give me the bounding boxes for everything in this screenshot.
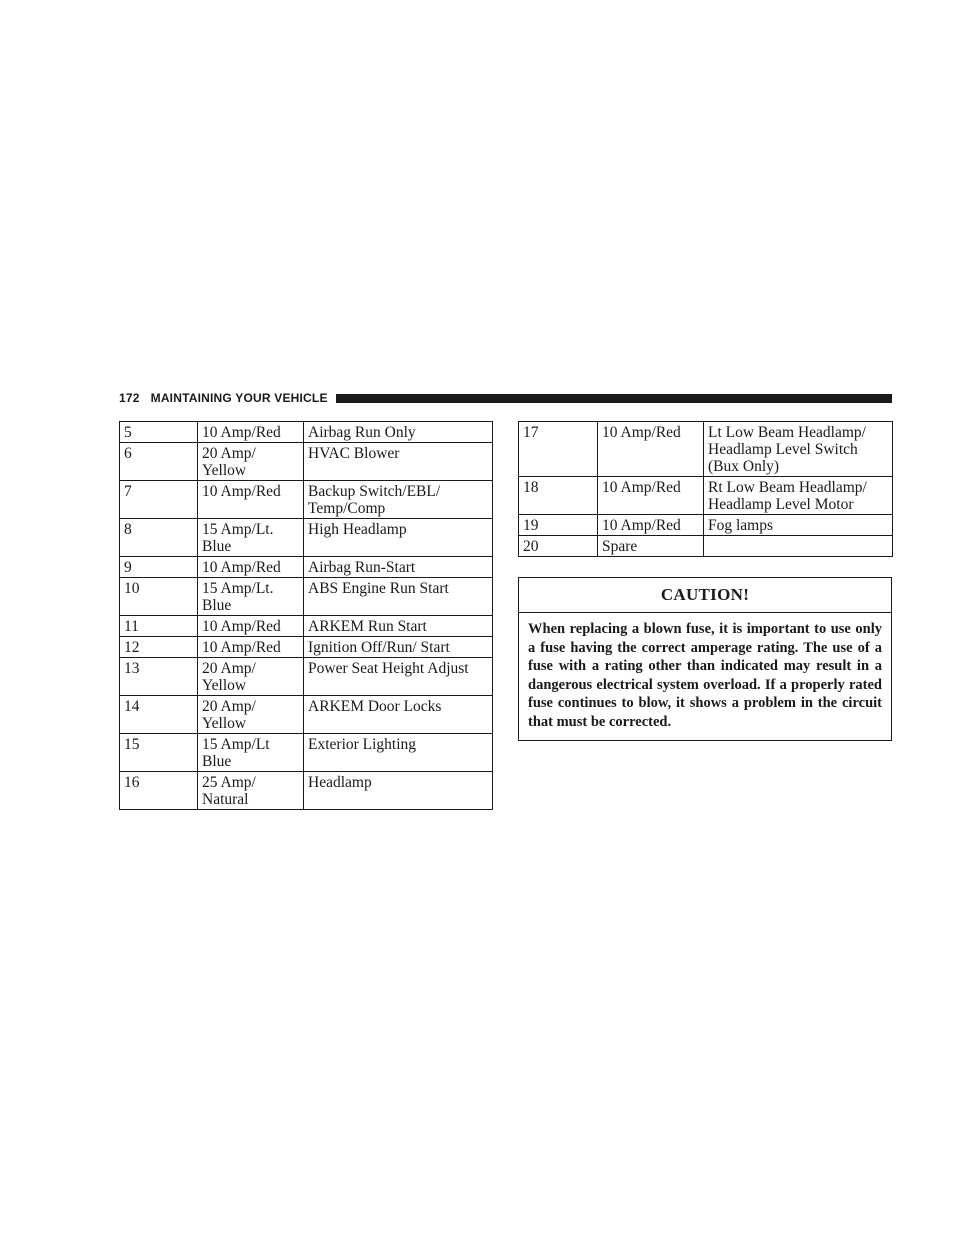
cavity-number: 5	[120, 422, 198, 443]
fuse-rating: 10 Amp/Red	[598, 477, 704, 515]
cavity-number: 15	[120, 734, 198, 772]
section-title: MAINTAINING YOUR VEHICLE	[150, 391, 328, 405]
cavity-number: 18	[519, 477, 598, 515]
fuse-description: Power Seat Height Adjust	[304, 658, 493, 696]
fuse-description: Rt Low Beam Headlamp/ Headlamp Level Motor	[704, 477, 893, 515]
caution-title: CAUTION!	[519, 578, 891, 613]
table-row	[120, 772, 493, 810]
table-row	[519, 422, 893, 477]
fuse-rating: 10 Amp/Red	[198, 557, 304, 578]
table-row	[120, 519, 493, 557]
cavity-number: 13	[120, 658, 198, 696]
cavity-number: 6	[120, 443, 198, 481]
cavity-number: 7	[120, 481, 198, 519]
fuse-description	[704, 536, 893, 557]
fuse-description: Backup Switch/EBL/ Temp/Comp	[304, 481, 493, 519]
fuse-description: Airbag Run Only	[304, 422, 493, 443]
cavity-number: 11	[120, 616, 198, 637]
fuse-description: Ignition Off/Run/ Start	[304, 637, 493, 658]
table-row	[120, 616, 493, 637]
header-rule	[336, 394, 892, 403]
cavity-number: 14	[120, 696, 198, 734]
fuse-description: Fog lamps	[704, 515, 893, 536]
fuse-rating: 10 Amp/Red	[598, 422, 704, 477]
fuse-rating: 15 Amp/Lt. Blue	[198, 519, 304, 557]
table-row	[120, 443, 493, 481]
fuse-rating: Spare	[598, 536, 704, 557]
fuse-rating: 20 Amp/ Yellow	[198, 696, 304, 734]
table-row	[519, 515, 893, 536]
fuse-description: Exterior Lighting	[304, 734, 493, 772]
fuse-description: Airbag Run-Start	[304, 557, 493, 578]
fuse-description: HVAC Blower	[304, 443, 493, 481]
fuse-rating: 10 Amp/Red	[198, 616, 304, 637]
cavity-number: 9	[120, 557, 198, 578]
cavity-number: 17	[519, 422, 598, 477]
fuse-rating: 10 Amp/Red	[198, 637, 304, 658]
fuse-table-right	[518, 421, 893, 557]
fuse-table-left	[119, 421, 493, 810]
cavity-number: 10	[120, 578, 198, 616]
cavity-number: 8	[120, 519, 198, 557]
fuse-table-left-body	[120, 422, 493, 810]
fuse-description: ABS Engine Run Start	[304, 578, 493, 616]
fuse-description: Lt Low Beam Headlamp/ Headlamp Level Switch (Bux Only)	[704, 422, 893, 477]
fuse-rating: 15 Amp/Lt Blue	[198, 734, 304, 772]
table-row	[120, 637, 493, 658]
cavity-number: 20	[519, 536, 598, 557]
fuse-description: Headlamp	[304, 772, 493, 810]
fuse-rating: 10 Amp/Red	[198, 422, 304, 443]
fuse-rating: 20 Amp/ Yellow	[198, 658, 304, 696]
fuse-rating: 10 Amp/Red	[598, 515, 704, 536]
cavity-number: 19	[519, 515, 598, 536]
table-row	[120, 734, 493, 772]
cavity-number: 12	[120, 637, 198, 658]
table-row	[519, 536, 893, 557]
fuse-description: High Headlamp	[304, 519, 493, 557]
caution-text: When replacing a blown fuse, it is important to use only a fuse having the correct amperage rating. The use of a fuse with a rating other than indicated may result in a dangerous electrical system overload. If a properly rated fuse continues to blow, it shows a problem in the circuit that must be corrected.	[528, 621, 882, 730]
caution-box	[518, 577, 892, 741]
page-header	[119, 390, 892, 406]
fuse-rating: 25 Amp/ Natural	[198, 772, 304, 810]
fuse-rating: 20 Amp/ Yellow	[198, 443, 304, 481]
table-row	[120, 578, 493, 616]
table-row	[120, 696, 493, 734]
fuse-rating: 10 Amp/Red	[198, 481, 304, 519]
table-row	[519, 477, 893, 515]
cavity-number: 16	[120, 772, 198, 810]
table-row	[120, 481, 493, 519]
table-row	[120, 557, 493, 578]
fuse-description: ARKEM Door Locks	[304, 696, 493, 734]
fuse-rating: 15 Amp/Lt. Blue	[198, 578, 304, 616]
table-row	[120, 422, 493, 443]
fuse-description: ARKEM Run Start	[304, 616, 493, 637]
table-row	[120, 658, 493, 696]
fuse-table-right-body	[519, 422, 893, 557]
page-number: 172	[119, 391, 140, 405]
